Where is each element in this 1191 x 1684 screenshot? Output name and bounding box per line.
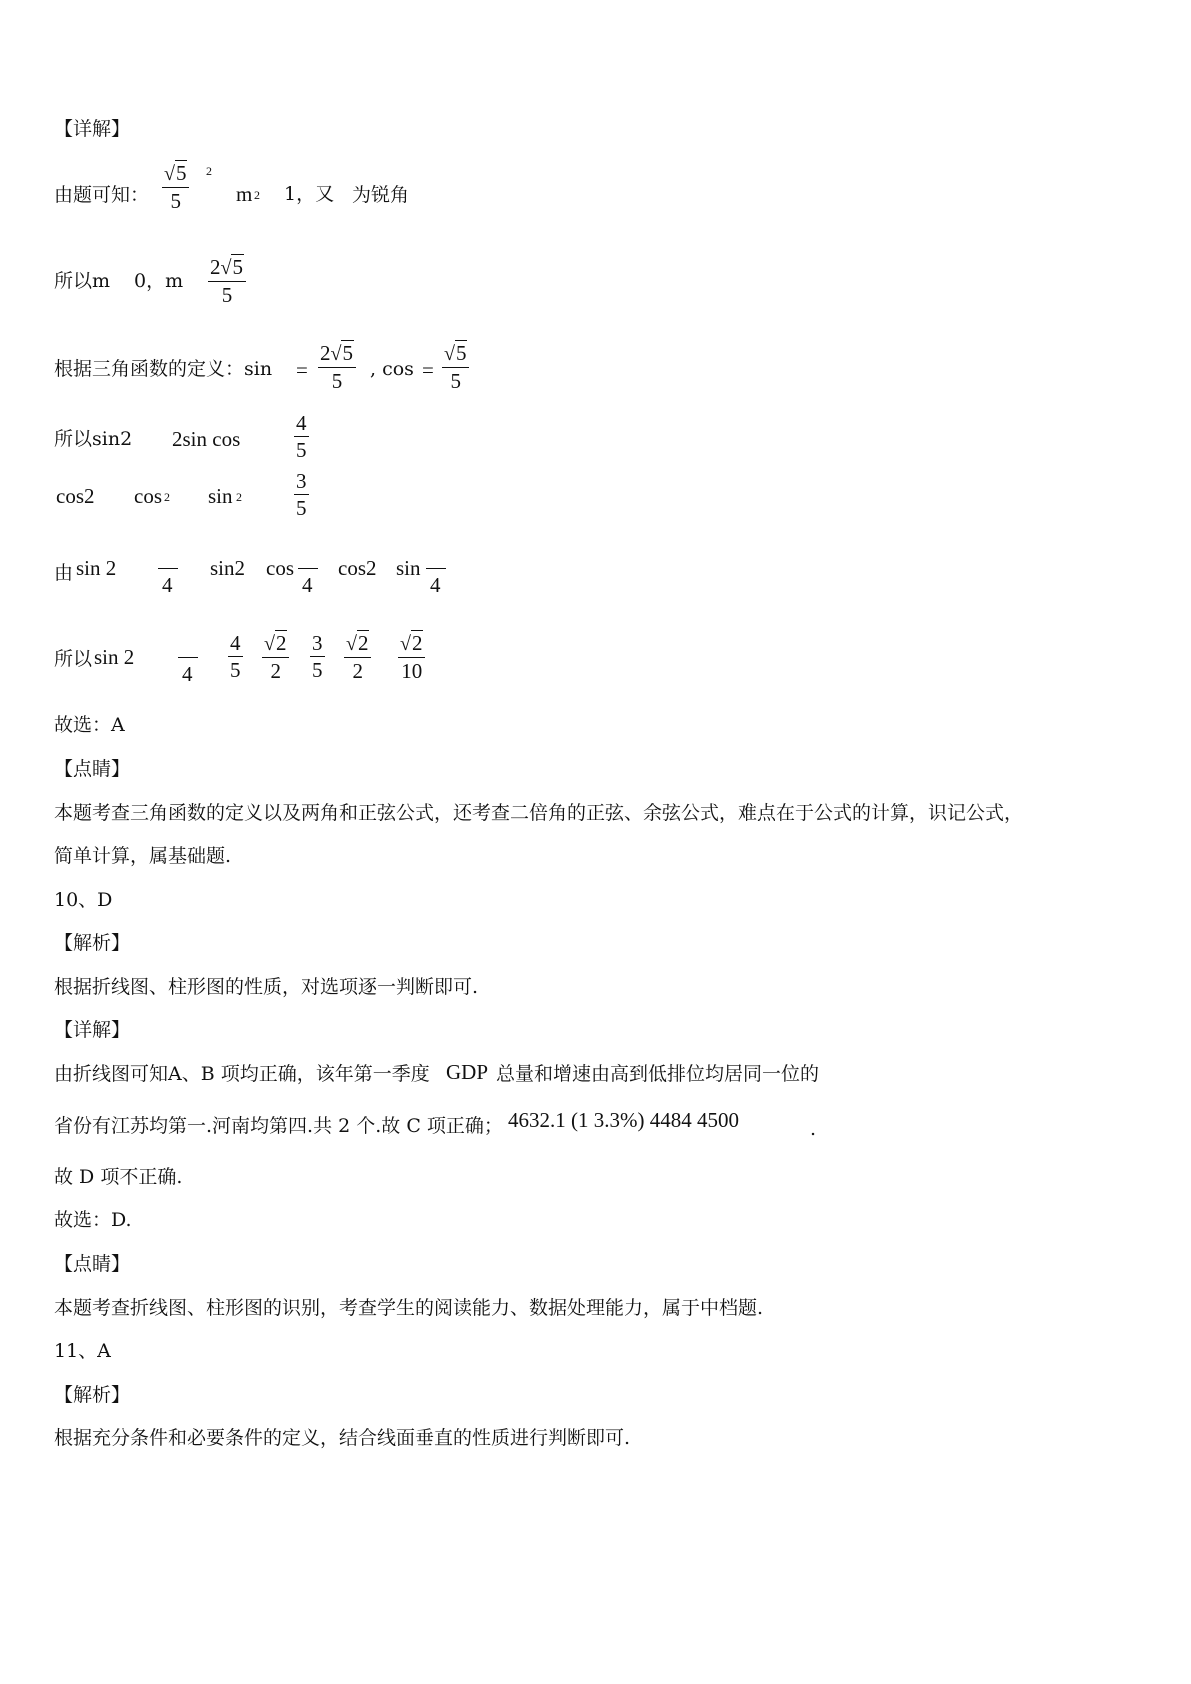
section-heading-analysis: 【解析】 bbox=[54, 1384, 131, 1406]
math-denominator: 4 bbox=[430, 573, 441, 597]
math-cos2: cos2 bbox=[56, 484, 95, 508]
detail-text: 总量和增速由高到低排位均居同一位的 bbox=[496, 1063, 820, 1085]
section-heading-remark: 【点睛】 bbox=[54, 758, 131, 780]
math-denominator: 4 bbox=[162, 573, 173, 597]
period: . bbox=[810, 1118, 817, 1140]
equals-sign: = bbox=[422, 358, 434, 382]
math-denominator: 4 bbox=[182, 662, 193, 686]
exponent: 2 bbox=[164, 490, 170, 504]
math-m: m bbox=[236, 182, 253, 206]
text-acute: 为锐角 bbox=[352, 184, 410, 206]
detail-text: 故 D 项不正确. bbox=[54, 1166, 183, 1188]
fraction-sin-value: 2√5 5 bbox=[318, 340, 356, 394]
question-title: 10、D bbox=[54, 889, 113, 911]
analysis-text: 根据充分条件和必要条件的定义，结合线面垂直的性质进行判断即可. bbox=[54, 1427, 631, 1449]
section-heading-detail: 【详解】 bbox=[54, 118, 131, 140]
fraction-sqrt2-over-2: √2 2 bbox=[344, 630, 371, 684]
analysis-text: 根据折线图、柱形图的性质，对选项逐一判断即可. bbox=[54, 976, 479, 998]
section-heading-detail: 【详解】 bbox=[54, 1019, 131, 1041]
fraction-sqrt2-over-2: √2 2 bbox=[262, 630, 289, 684]
remark-paragraph-line: 简单计算，属基础题. bbox=[54, 845, 232, 867]
math-sin2: sin 2 bbox=[94, 645, 135, 669]
exponent: 2 bbox=[254, 188, 260, 202]
math-sin-term: sin bbox=[396, 556, 421, 580]
fraction-sqrt2-over-10: √2 10 bbox=[398, 630, 425, 684]
text-given: 由题可知： bbox=[54, 184, 150, 206]
fraction-4-over-5: 4 5 bbox=[230, 631, 241, 682]
answer-line: 故选：A bbox=[54, 714, 125, 736]
text-from: 由 bbox=[54, 562, 74, 584]
fraction-cos-value: √5 5 bbox=[442, 340, 469, 394]
section-heading-remark: 【点睛】 bbox=[54, 1253, 131, 1275]
fraction-3-over-5: 3 5 bbox=[296, 469, 307, 520]
exponent: 2 bbox=[206, 164, 212, 178]
math-2sincos: 2sin cos bbox=[172, 427, 241, 451]
text-zero-m: 0，m bbox=[134, 270, 184, 292]
math-sin: sin bbox=[208, 484, 233, 508]
fraction-bar bbox=[178, 657, 198, 658]
detail-text: 省份有江苏均第一.河南均第四.共 2 个.故 C 项正确； bbox=[54, 1115, 503, 1137]
text-definition: 根据三角函数的定义：sin bbox=[54, 358, 273, 380]
math-cos2-term: cos2 bbox=[338, 556, 377, 580]
detail-text: 由折线图可知A、B 项均正确，该年第一季度 bbox=[54, 1063, 430, 1085]
fraction-2sqrt5-over-5: 2√5 5 bbox=[208, 254, 246, 308]
fraction-4-over-5: 4 5 bbox=[296, 411, 307, 462]
math-denominator: 4 bbox=[302, 573, 313, 597]
section-heading-analysis: 【解析】 bbox=[54, 932, 131, 954]
math-cos: cos bbox=[134, 484, 162, 508]
remark-paragraph-line: 本题考查三角函数的定义以及两角和正弦公式，还考查二倍角的正弦、余弦公式，难点在于公式的计算，识记公式， bbox=[54, 802, 1024, 824]
text-so: 所以 bbox=[54, 648, 93, 670]
text-so-m: 所以m bbox=[54, 270, 111, 292]
fraction-sqrt5-over-5: √5 5 bbox=[162, 160, 189, 214]
text-so-sin2: 所以sin2 bbox=[54, 428, 133, 450]
exponent: 2 bbox=[236, 490, 242, 504]
answer-line: 故选：D. bbox=[54, 1209, 132, 1231]
question-title: 11、A bbox=[54, 1340, 111, 1362]
math-calculation: 4632.1 (1 3.3%) 4484 4500 bbox=[508, 1108, 739, 1132]
fraction-bar bbox=[426, 568, 446, 569]
text-cos: , cos bbox=[370, 358, 414, 380]
math-gdp: GDP bbox=[446, 1060, 489, 1084]
math-sin2-term: sin2 bbox=[210, 556, 246, 580]
math-cos-term: cos bbox=[266, 556, 294, 580]
fraction-bar bbox=[298, 568, 318, 569]
equals-sign: = bbox=[296, 358, 308, 382]
fraction-3-over-5: 3 5 bbox=[312, 631, 323, 682]
text-one-and: 1，又 bbox=[284, 183, 335, 205]
math-sin2: sin 2 bbox=[76, 556, 117, 580]
fraction-bar bbox=[158, 568, 178, 569]
remark-text: 本题考查折线图、柱形图的识别，考查学生的阅读能力、数据处理能力，属于中档题. bbox=[54, 1297, 764, 1319]
